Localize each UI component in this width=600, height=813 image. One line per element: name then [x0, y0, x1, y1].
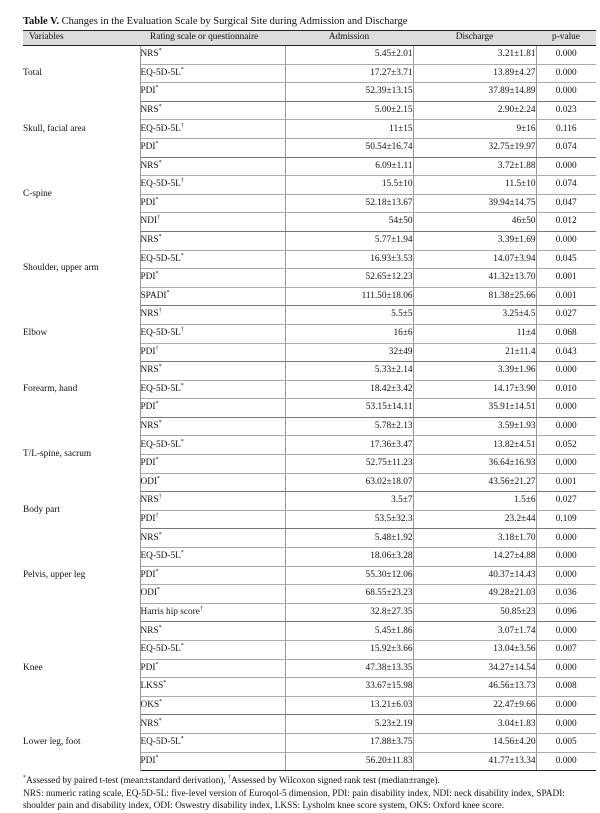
- test-mark: *: [155, 457, 159, 464]
- test-mark: †: [199, 605, 203, 612]
- admission-cell: 18.06±3.28: [285, 548, 413, 567]
- discharge-cell: 81.38±25.66: [413, 287, 536, 306]
- discharge-cell: 2.90±2.24: [413, 101, 536, 120]
- p-value-cell: 0.007: [536, 641, 596, 660]
- scale-cell: [140, 455, 285, 474]
- discharge-cell: 3.59±1.93: [413, 417, 536, 436]
- discharge-cell: 3.25±4.5: [413, 306, 536, 325]
- discharge-cell: 40.37±14.43: [413, 566, 536, 585]
- scale-name: NRS: [140, 104, 159, 115]
- table-row: [23, 101, 596, 120]
- discharge-cell: 1.5±6: [413, 492, 536, 511]
- p-value-cell: 0.116: [536, 120, 596, 139]
- scale-cell: [140, 46, 285, 65]
- test-mark: *: [155, 141, 159, 148]
- footnote-tests: [23, 775, 596, 788]
- scale-name: NRS: [140, 495, 159, 506]
- p-value-cell: 0.008: [536, 678, 596, 697]
- table-row: [23, 46, 596, 65]
- variable-cell: Pelvis, upper leg: [23, 529, 140, 622]
- scale-cell: [140, 194, 285, 213]
- footnote-abbreviations: NRS: numeric rating scale, EQ-5D-5L: five-level version of Euroqol-5 dimension, PDI: pain disability index, NDI: neck disability index, SPADI: shoulder pain and disability index, ODI: Oswestry disability index, LKSS: Lysholm knee score system, OKS: Oxford knee score.: [23, 788, 565, 812]
- scale-name: PDI: [140, 513, 156, 524]
- scale-name: EQ-5D-5L: [140, 179, 181, 190]
- p-value-cell: 0.000: [536, 566, 596, 585]
- test-mark: *: [180, 643, 184, 650]
- scale-name: NRS: [140, 625, 159, 636]
- admission-cell: 5.45±2.01: [285, 46, 413, 65]
- admission-cell: 68.55±23.23: [285, 585, 413, 604]
- table-caption: [23, 16, 592, 27]
- p-value-cell: 0.001: [536, 287, 596, 306]
- discharge-cell: 11.5±10: [413, 176, 536, 195]
- scale-name: PDI: [140, 272, 156, 283]
- test-mark: †: [155, 345, 159, 352]
- p-value-cell: 0.000: [536, 157, 596, 176]
- test-mark: *: [158, 364, 162, 371]
- scale-name: NRS: [140, 421, 159, 432]
- p-value-cell: 0.027: [536, 306, 596, 325]
- test-mark: *: [158, 531, 162, 538]
- footnotes: [23, 775, 596, 813]
- discharge-cell: 49.28±21.03: [413, 585, 536, 604]
- admission-cell: 11±15: [285, 120, 413, 139]
- table-title: Changes in the Evaluation Scale by Surgical Site during Admission and Discharge: [61, 16, 408, 27]
- test-mark: †: [158, 308, 162, 315]
- p-value-cell: 0.001: [536, 269, 596, 288]
- header-rating-scale: Rating scale or questionnaire: [140, 31, 285, 46]
- scale-name: NRS: [140, 160, 159, 171]
- p-value-cell: 0.000: [536, 715, 596, 734]
- p-value-cell: 0.000: [536, 529, 596, 548]
- discharge-cell: 37.89±14.89: [413, 83, 536, 102]
- header-p-value: p-value: [536, 31, 596, 46]
- table-row: [23, 417, 596, 436]
- admission-cell: 56.20±11.83: [285, 752, 413, 771]
- test-mark: *: [157, 587, 161, 594]
- scale-cell: [140, 343, 285, 362]
- discharge-cell: 22.47±9.66: [413, 696, 536, 715]
- scale-cell: [140, 436, 285, 455]
- table-body: [23, 46, 596, 771]
- scale-name: EQ-5D-5L: [140, 551, 181, 562]
- scale-cell: [140, 659, 285, 678]
- p-value-cell: 0.023: [536, 101, 596, 120]
- variable-cell: Shoulder, upper arm: [23, 231, 140, 305]
- header-row: [23, 31, 596, 46]
- discharge-cell: 3.72±1.88: [413, 157, 536, 176]
- scale-cell: [140, 678, 285, 697]
- scale-cell: [140, 566, 285, 585]
- admission-cell: 53.15±14.11: [285, 399, 413, 418]
- scale-cell: [140, 417, 285, 436]
- p-value-cell: 0.000: [536, 696, 596, 715]
- admission-cell: 5.77±1.94: [285, 231, 413, 250]
- scale-name: NRS: [140, 365, 159, 376]
- p-value-cell: 0.074: [536, 138, 596, 157]
- test-mark: *: [158, 234, 162, 241]
- p-value-cell: 0.000: [536, 417, 596, 436]
- scale-cell: [140, 362, 285, 381]
- admission-cell: 15.92±3.66: [285, 641, 413, 660]
- variable-cell: Lower leg, foot: [23, 715, 140, 771]
- footnote-wilcoxon: Assessed by Wilcoxon signed rank test (median±range).: [231, 776, 440, 787]
- p-value-cell: 0.001: [536, 473, 596, 492]
- p-value-cell: 0.074: [536, 176, 596, 195]
- admission-cell: 5.23±2.19: [285, 715, 413, 734]
- discharge-cell: 3.39±1.69: [413, 231, 536, 250]
- test-mark: *: [155, 568, 159, 575]
- p-value-cell: 0.000: [536, 455, 596, 474]
- scale-name: EQ-5D-5L: [140, 328, 181, 339]
- scale-name: ODI: [140, 588, 158, 599]
- p-value-cell: 0.000: [536, 64, 596, 83]
- test-mark: *: [158, 48, 162, 55]
- variable-cell: C-spine: [23, 157, 140, 231]
- scale-cell: [140, 510, 285, 529]
- test-mark: *: [180, 382, 184, 389]
- discharge-cell: 39.94±14.75: [413, 194, 536, 213]
- scale-cell: [140, 380, 285, 399]
- scale-name: PDI: [140, 142, 156, 153]
- scale-name: PDI: [140, 86, 156, 97]
- discharge-cell: 13.04±3.56: [413, 641, 536, 660]
- p-value-cell: 0.000: [536, 548, 596, 567]
- p-value-cell: 0.000: [536, 752, 596, 771]
- discharge-cell: 34.27±14.54: [413, 659, 536, 678]
- admission-cell: 54±50: [285, 213, 413, 232]
- test-mark: *: [159, 698, 163, 705]
- scale-name: EQ-5D-5L: [140, 123, 181, 134]
- scale-cell: [140, 752, 285, 771]
- admission-cell: 53.5±32.3: [285, 510, 413, 529]
- test-mark: †: [180, 327, 184, 334]
- footnote-mark-asterisk: *: [23, 775, 26, 782]
- scale-name: PDI: [140, 569, 156, 580]
- p-value-cell: 0.109: [536, 510, 596, 529]
- admission-cell: 47.38±13.35: [285, 659, 413, 678]
- scale-name: EQ-5D-5L: [140, 383, 181, 394]
- variable-cell: Body part: [23, 492, 140, 529]
- scale-cell: [140, 733, 285, 752]
- table-row: [23, 715, 596, 734]
- footnote-paired-t-test: Assessed by paired t-test (mean±standard derivation),: [26, 776, 229, 787]
- admission-cell: 5.48±1.92: [285, 529, 413, 548]
- scale-name: LKSS: [140, 681, 164, 692]
- discharge-cell: 3.21±1.81: [413, 46, 536, 65]
- p-value-cell: 0.012: [536, 213, 596, 232]
- admission-cell: 5.45±1.86: [285, 622, 413, 641]
- discharge-cell: 23.2±44: [413, 510, 536, 529]
- p-value-cell: 0.052: [536, 436, 596, 455]
- p-value-cell: 0.047: [536, 194, 596, 213]
- admission-cell: 18.42±3.42: [285, 380, 413, 399]
- test-mark: *: [180, 438, 184, 445]
- admission-cell: 52.75±11.23: [285, 455, 413, 474]
- scale-name: PDI: [140, 346, 156, 357]
- table-label: Table V.: [23, 16, 59, 27]
- discharge-cell: 14.07±3.94: [413, 250, 536, 269]
- scale-cell: [140, 548, 285, 567]
- discharge-cell: 14.27±4.88: [413, 548, 536, 567]
- scale-name: Harris hip score: [140, 606, 200, 617]
- scale-name: NRS: [140, 235, 159, 246]
- table-row: [23, 492, 596, 511]
- admission-cell: 15.5±10: [285, 176, 413, 195]
- discharge-cell: 14.56±4.20: [413, 733, 536, 752]
- p-value-cell: 0.000: [536, 83, 596, 102]
- test-mark: *: [180, 736, 184, 743]
- scale-cell: [140, 213, 285, 232]
- scale-name: EQ-5D-5L: [140, 737, 181, 748]
- admission-cell: 5.5±5: [285, 306, 413, 325]
- footnote-mark-dagger: †: [228, 775, 232, 782]
- header-variables: Variables: [23, 31, 140, 46]
- scale-cell: [140, 324, 285, 343]
- p-value-cell: 0.000: [536, 659, 596, 678]
- scale-name: OKS: [140, 699, 160, 710]
- discharge-cell: 3.07±1.74: [413, 622, 536, 641]
- scale-name: SPADI: [140, 290, 167, 301]
- test-mark: *: [180, 550, 184, 557]
- scale-cell: [140, 529, 285, 548]
- scale-name: EQ-5D-5L: [140, 439, 181, 450]
- scale-name: EQ-5D-5L: [140, 67, 181, 78]
- scale-name: PDI: [140, 402, 156, 413]
- p-value-cell: 0.005: [536, 733, 596, 752]
- admission-cell: 52.39±13.15: [285, 83, 413, 102]
- table-row: [23, 231, 596, 250]
- scale-cell: [140, 231, 285, 250]
- admission-cell: 32±49: [285, 343, 413, 362]
- admission-cell: 111.50±18.06: [285, 287, 413, 306]
- test-mark: *: [155, 85, 159, 92]
- scale-cell: [140, 157, 285, 176]
- scale-name: NRS: [140, 309, 159, 320]
- scale-name: EQ-5D-5L: [140, 644, 181, 655]
- admission-cell: 55.30±12.06: [285, 566, 413, 585]
- table-row: [23, 306, 596, 325]
- discharge-cell: 3.18±1.70: [413, 529, 536, 548]
- scale-cell: [140, 399, 285, 418]
- header-admission: Admission: [285, 31, 413, 46]
- test-mark: *: [158, 717, 162, 724]
- test-mark: *: [180, 66, 184, 73]
- admission-cell: 63.02±18.07: [285, 473, 413, 492]
- table-row: [23, 157, 596, 176]
- discharge-cell: 21±11.4: [413, 343, 536, 362]
- admission-cell: 3.5±7: [285, 492, 413, 511]
- scale-cell: [140, 176, 285, 195]
- p-value-cell: 0.010: [536, 380, 596, 399]
- test-mark: †: [180, 178, 184, 185]
- admission-cell: 17.27±3.71: [285, 64, 413, 83]
- variable-cell: Knee: [23, 622, 140, 715]
- p-value-cell: 0.036: [536, 585, 596, 604]
- scale-name: PDI: [140, 197, 156, 208]
- test-mark: *: [155, 271, 159, 278]
- evaluation-table: [23, 30, 596, 771]
- scale-cell: [140, 250, 285, 269]
- discharge-cell: 35.91±14.51: [413, 399, 536, 418]
- discharge-cell: 14.17±3.90: [413, 380, 536, 399]
- p-value-cell: 0.000: [536, 362, 596, 381]
- p-value-cell: 0.000: [536, 622, 596, 641]
- scale-cell: [140, 120, 285, 139]
- scale-name: NRS: [140, 49, 159, 60]
- scale-cell: [140, 306, 285, 325]
- test-mark: *: [180, 252, 184, 259]
- test-mark: *: [158, 103, 162, 110]
- admission-cell: 32.8±27.35: [285, 603, 413, 622]
- p-value-cell: 0.000: [536, 231, 596, 250]
- discharge-cell: 11±4: [413, 324, 536, 343]
- admission-cell: 16±6: [285, 324, 413, 343]
- p-value-cell: 0.096: [536, 603, 596, 622]
- admission-cell: 17.88±3.75: [285, 733, 413, 752]
- admission-cell: 5.33±2.14: [285, 362, 413, 381]
- admission-cell: 52.65±12.23: [285, 269, 413, 288]
- admission-cell: 13.21±6.03: [285, 696, 413, 715]
- test-mark: *: [158, 420, 162, 427]
- test-mark: †: [155, 512, 159, 519]
- scale-cell: [140, 473, 285, 492]
- admission-cell: 33.67±15.98: [285, 678, 413, 697]
- discharge-cell: 32.75±19.97: [413, 138, 536, 157]
- admission-cell: 5.78±2.13: [285, 417, 413, 436]
- p-value-cell: 0.000: [536, 399, 596, 418]
- scale-name: ODI: [140, 476, 158, 487]
- scale-name: NRS: [140, 718, 159, 729]
- discharge-cell: 46.56±13.73: [413, 678, 536, 697]
- scale-cell: [140, 715, 285, 734]
- scale-name: PDI: [140, 662, 156, 673]
- scale-cell: [140, 101, 285, 120]
- scale-name: PDI: [140, 458, 156, 469]
- scale-cell: [140, 269, 285, 288]
- table-row: [23, 362, 596, 381]
- scale-cell: [140, 696, 285, 715]
- scale-cell: [140, 585, 285, 604]
- discharge-cell: 41.77±13.34: [413, 752, 536, 771]
- admission-cell: 5.00±2.15: [285, 101, 413, 120]
- test-mark: *: [155, 754, 159, 761]
- discharge-cell: 46±50: [413, 213, 536, 232]
- p-value-cell: 0.068: [536, 324, 596, 343]
- p-value-cell: 0.045: [536, 250, 596, 269]
- discharge-cell: 13.89±4.27: [413, 64, 536, 83]
- variable-cell: Elbow: [23, 306, 140, 362]
- scale-cell: [140, 492, 285, 511]
- discharge-cell: 9±16: [413, 120, 536, 139]
- test-mark: *: [158, 624, 162, 631]
- scale-name: PDI: [140, 755, 156, 766]
- p-value-cell: 0.000: [536, 46, 596, 65]
- test-mark: *: [166, 289, 170, 296]
- scale-name: NRS: [140, 532, 159, 543]
- discharge-cell: 13.82±4.51: [413, 436, 536, 455]
- scale-cell: [140, 83, 285, 102]
- scale-cell: [140, 603, 285, 622]
- scale-cell: [140, 622, 285, 641]
- p-value-cell: 0.043: [536, 343, 596, 362]
- scale-cell: [140, 641, 285, 660]
- test-mark: †: [158, 494, 162, 501]
- table-row: [23, 529, 596, 548]
- test-mark: *: [155, 401, 159, 408]
- admission-cell: 50.54±16.74: [285, 138, 413, 157]
- test-mark: *: [155, 196, 159, 203]
- discharge-cell: 43.56±21.27: [413, 473, 536, 492]
- admission-cell: 17.36±3.47: [285, 436, 413, 455]
- test-mark: *: [158, 159, 162, 166]
- discharge-cell: 41.32±13.70: [413, 269, 536, 288]
- admission-cell: 6.09±1.11: [285, 157, 413, 176]
- discharge-cell: 3.39±1.96: [413, 362, 536, 381]
- scale-name: EQ-5D-5L: [140, 253, 181, 264]
- p-value-cell: 0.027: [536, 492, 596, 511]
- scale-cell: [140, 64, 285, 83]
- discharge-cell: 3.04±1.83: [413, 715, 536, 734]
- variable-cell: T/L-spine, sacrum: [23, 417, 140, 491]
- test-mark: *: [155, 661, 159, 668]
- test-mark: *: [163, 680, 167, 687]
- header-discharge: Discharge: [413, 31, 536, 46]
- scale-cell: [140, 138, 285, 157]
- variable-cell: Forearm, hand: [23, 362, 140, 418]
- scale-cell: [140, 287, 285, 306]
- discharge-cell: 50.85±23: [413, 603, 536, 622]
- admission-cell: 16.93±3.53: [285, 250, 413, 269]
- table-row: [23, 622, 596, 641]
- variable-cell: Skull, facial area: [23, 101, 140, 157]
- admission-cell: 52.18±13.67: [285, 194, 413, 213]
- test-mark: *: [157, 475, 161, 482]
- variable-cell: Total: [23, 46, 140, 102]
- test-mark: †: [157, 215, 161, 222]
- scale-name: NDI: [140, 216, 158, 227]
- discharge-cell: 36.64±16.93: [413, 455, 536, 474]
- test-mark: †: [180, 122, 184, 129]
